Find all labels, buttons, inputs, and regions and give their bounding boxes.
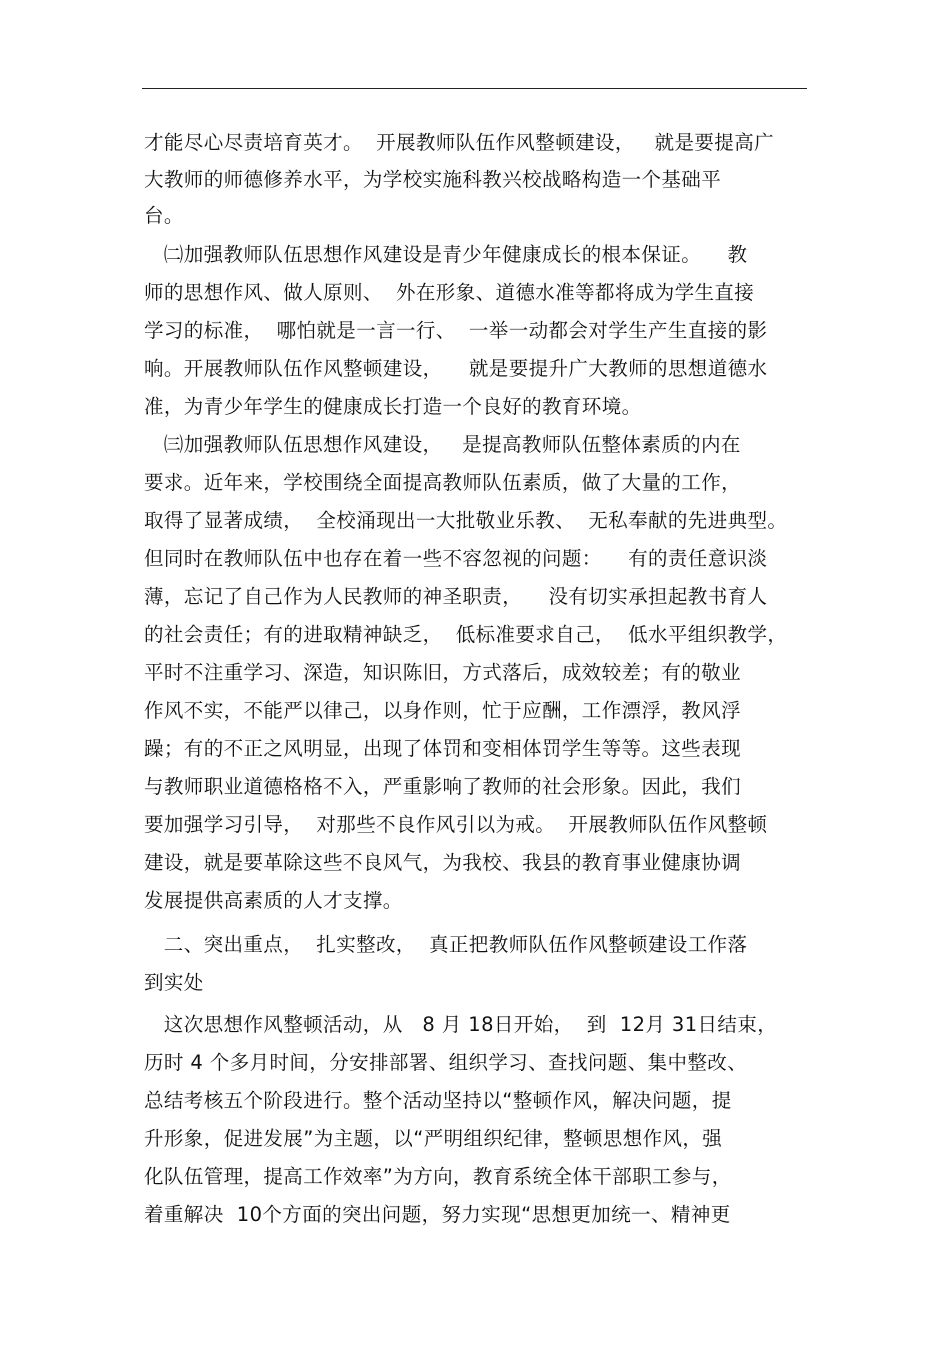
header-rule — [142, 88, 807, 89]
text-line: 作风不实，不能严以律己，以身作则，忙于应酬，工作漂浮，教风浮 — [144, 699, 742, 722]
text-line: 师的思想作风、做人原则、 外在形象、道德水准等都将成为学生直接 — [144, 281, 755, 304]
section-heading-continued: 到实处 — [144, 971, 204, 994]
text-line: 大教师的师德修养水平，为学校实施科教兴校战略构造一个基础平 — [144, 168, 722, 191]
text-line: 的社会责任；有的进取精神缺乏， 低标准要求自己， 低水平组织教学， — [144, 623, 788, 646]
text-line: 台。 — [144, 204, 184, 227]
text-line: 响。开展教师队伍作风整顿建设， 就是要提升广大教师的思想道德水 — [144, 357, 768, 380]
text-line: 要求。近年来，学校围绕全面提高教师队伍素质，做了大量的工作， — [144, 471, 742, 494]
section-heading: 二、突出重点， 扎实整改， 真正把教师队伍作风整顿建设工作落 — [144, 933, 748, 956]
text-line: ㈡加强教师队伍思想作风建设是青少年健康成长的根本保证。 教 — [144, 243, 748, 266]
text-line: 发展提供高素质的人才支撑。 — [144, 889, 403, 912]
text-line: 躁；有的不正之风明显，出现了体罚和变相体罚学生等等。这些表现 — [144, 737, 742, 760]
text-line: 历时 4 个多月时间，分安排部署、组织学习、查找问题、集中整改、 — [144, 1051, 748, 1074]
text-line: 总结考核五个阶段进行。整个活动坚持以“整顿作风，解决问题，提 — [144, 1089, 732, 1112]
text-line: 取得了显著成绩， 全校涌现出一大批敬业乐教、 无私奉献的先进典型。 — [144, 509, 788, 532]
text-line: 升形象，促进发展”为主题，以“严明组织纪律，整顿思想作风，强 — [144, 1127, 723, 1150]
text-line: 化队伍管理，提高工作效率”为方向，教育系统全体干部职工参与， — [144, 1165, 732, 1188]
text-line: 才能尽心尽责培育英才。 开展教师队伍作风整顿建设， 就是要提高广 — [144, 131, 774, 154]
text-line: 平时不注重学习、深造，知识陈旧，方式落后，成效较差；有的敬业 — [144, 661, 742, 684]
text-line: 但同时在教师队伍中也存在着一些不容忽视的问题： 有的责任意识淡 — [144, 547, 768, 570]
text-line: 与教师职业道德格格不入，严重影响了教师的社会形象。因此，我们 — [144, 775, 742, 798]
text-line: 学习的标准， 哪怕就是一言一行、 一举一动都会对学生产生直接的影 — [144, 319, 768, 342]
text-line: 建设，就是要革除这些不良风气，为我校、我县的教育事业健康协调 — [144, 851, 742, 874]
text-line: 着重解决 10个方面的突出问题，努力实现“思想更加统一、精神更 — [144, 1203, 731, 1226]
text-line: 要加强学习引导， 对那些不良作风引以为戒。 开展教师队伍作风整顿 — [144, 813, 768, 836]
text-line: ㈢加强教师队伍思想作风建设， 是提高教师队伍整体素质的内在 — [144, 433, 741, 456]
text-line: 薄，忘记了自己作为人民教师的神圣职责， 没有切实承担起教书育人 — [144, 585, 768, 608]
text-line: 这次思想作风整顿活动，从 8 月 18日开始， 到 12月 31日结束， — [144, 1013, 778, 1036]
text-line: 准，为青少年学生的健康成长打造一个良好的教育环境。 — [144, 395, 642, 418]
